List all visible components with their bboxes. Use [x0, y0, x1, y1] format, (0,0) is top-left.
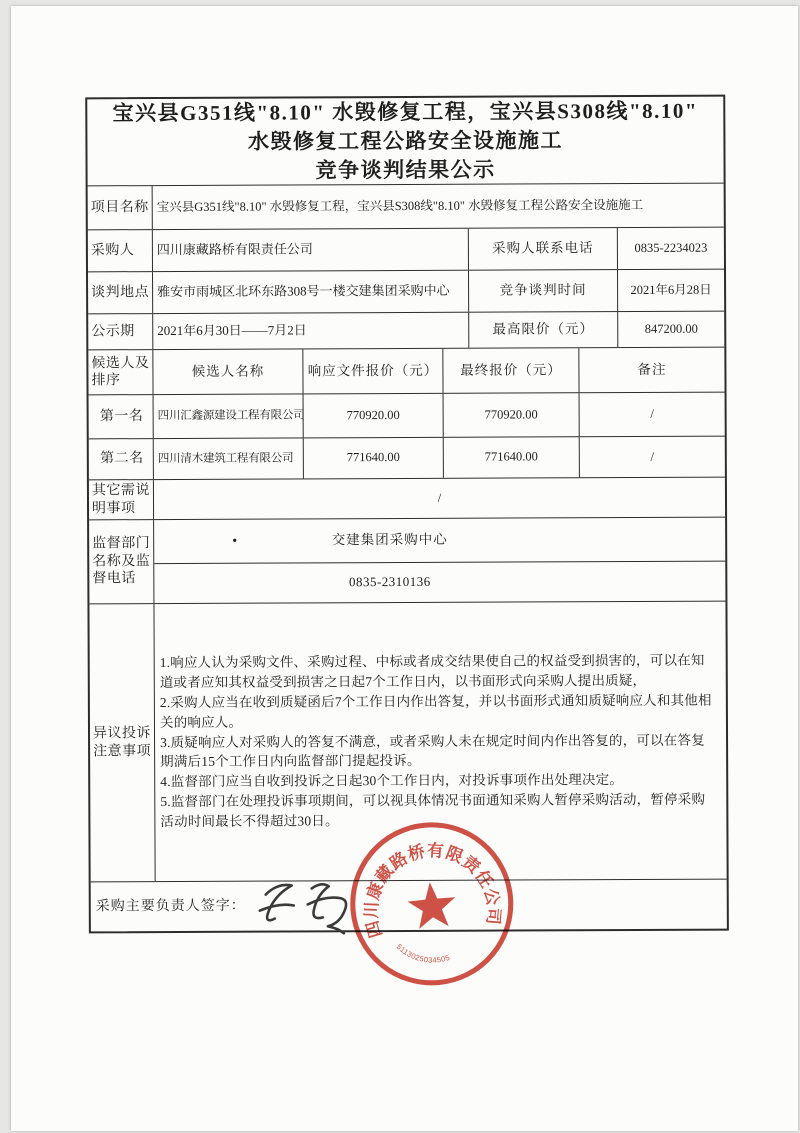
objection-item-2: 2.采购人应当在收到质疑函后7个工作日内作出答复，并以书面形式通知质疑响应人和其他相关的响应人。 — [159, 692, 712, 730]
venue-label: 谈判地点 — [91, 284, 150, 301]
other-notes-label: 其它需说明事项 — [91, 483, 150, 516]
negotiation-time-value: 2021年6月28日 — [617, 270, 724, 311]
candidates-header-row — [88, 347, 724, 395]
purchaser-phone-value: 0835-2234023 — [617, 228, 724, 269]
objection-item-1: 1.响应人认为采购文件、采购过程、中标或者成交结果使自己的权益受到损害的，可以在知道或者应知其权益受到损害之日起7个工作日内，以书面形式向采购人提出质疑， — [159, 652, 705, 690]
announcement-table — [85, 95, 729, 934]
purchaser-value: 四川康藏路桥有限责任公司 — [152, 229, 468, 271]
candidate-name-header: 候选人名称 — [152, 349, 302, 394]
candidate-2-response-price: 771640.00 — [303, 438, 443, 479]
final-price-header: 最终报价（元） — [442, 348, 578, 393]
project-name-label: 项目名称 — [90, 199, 149, 216]
candidate-1-remark: / — [579, 393, 725, 437]
candidate-1-name: 四川汇鑫源建设工程有限公司 — [153, 394, 303, 438]
other-notes-row — [89, 477, 725, 520]
publicity-period-row — [88, 311, 724, 350]
venue-row — [88, 269, 724, 314]
negotiation-time-label: 竞争谈判时间 — [468, 270, 617, 312]
seal-star-icon — [406, 880, 458, 930]
svg-text:5113025034505 — [394, 938, 451, 968]
title-line-2: 水毁修复工程公路安全设施施工 — [247, 127, 563, 154]
company-seal — [340, 813, 523, 996]
title-line-3: 竞争谈判结果公示 — [315, 157, 496, 182]
title-row — [87, 97, 723, 186]
candidate-2-remark: / — [579, 437, 725, 478]
candidate-2-final-price: 771640.00 — [443, 437, 579, 478]
objection-item-3: 3.质疑响应人对采购人的答复不满意，或者采购人未在规定时间内作出答复的，可以在答复期满后15个工作日内向监督部门提起投诉。 — [160, 732, 705, 770]
supervision-row — [89, 517, 725, 604]
publicity-period-label: 公示期 — [91, 323, 135, 340]
supervision-name: 交建集团采购中心 — [331, 531, 448, 548]
objection-item-5: 5.监督部门在处理投诉事项期间，可以视具体情况书面通知采购人暂停采购活动，暂停采购活动时间最长不得超过30日。 — [160, 792, 706, 830]
seal-company-text: 四川康藏路桥有限责任公司 — [361, 840, 504, 940]
candidate-1-rank: 第一名 — [99, 408, 144, 425]
max-price-value: 847200.00 — [617, 312, 724, 347]
other-notes-value: / — [153, 478, 725, 519]
project-name-value: 宝兴县G351线"8.10" 水毁修复工程，宝兴县S308线"8.10" 水毁修复工程公路安全设施施工 — [152, 184, 724, 229]
remark-header: 备注 — [578, 348, 724, 393]
candidate-2-name: 四川清木建筑工程有限公司 — [153, 438, 303, 479]
candidate-1-response-price: 770920.00 — [303, 394, 443, 438]
candidate-2-rank: 第二名 — [100, 451, 144, 467]
objection-label: 异议投诉注意事项 — [92, 726, 152, 759]
supervision-phone: 0835-2310136 — [348, 574, 431, 590]
response-price-header: 响应文件报价（元） — [302, 349, 442, 394]
purchaser-label: 采购人 — [90, 242, 135, 259]
publicity-period-value: 2021年6月30日——7月2日 — [152, 313, 468, 349]
objection-item-4: 4.监督部门应当自收到投诉之日起30个工作日内，对投诉事项作出处理决定。 — [160, 772, 624, 790]
title-line-1: 宝兴县G351线"8.10" 水毁修复工程，宝兴县S308线"8.10" — [112, 98, 699, 125]
supervision-label: 监督部门名称及监督电话 — [92, 536, 151, 587]
purchaser-row — [88, 227, 724, 272]
document-title — [87, 97, 723, 186]
rank-column-label: 候选人及排序 — [91, 355, 150, 389]
venue-value: 雅安市雨城区北环东路308号一楼交建集团采购中心 — [152, 271, 468, 313]
supervision-name-cell — [154, 518, 725, 563]
supervision-phone-cell — [154, 561, 725, 603]
bullet-dot-icon: • — [232, 533, 239, 549]
supervision-values — [153, 518, 725, 603]
signature-label: 采购主要负责人签字： — [95, 898, 246, 915]
table-row-candidate-1 — [89, 392, 725, 439]
purchaser-phone-label: 采购人联系电话 — [468, 228, 617, 270]
project-name-row — [88, 183, 724, 230]
max-price-label: 最高限价（元） — [468, 312, 617, 348]
table-row-candidate-2 — [89, 436, 725, 480]
seal-number-text: 5113025034505 — [394, 942, 452, 965]
candidate-1-final-price: 770920.00 — [443, 393, 579, 437]
